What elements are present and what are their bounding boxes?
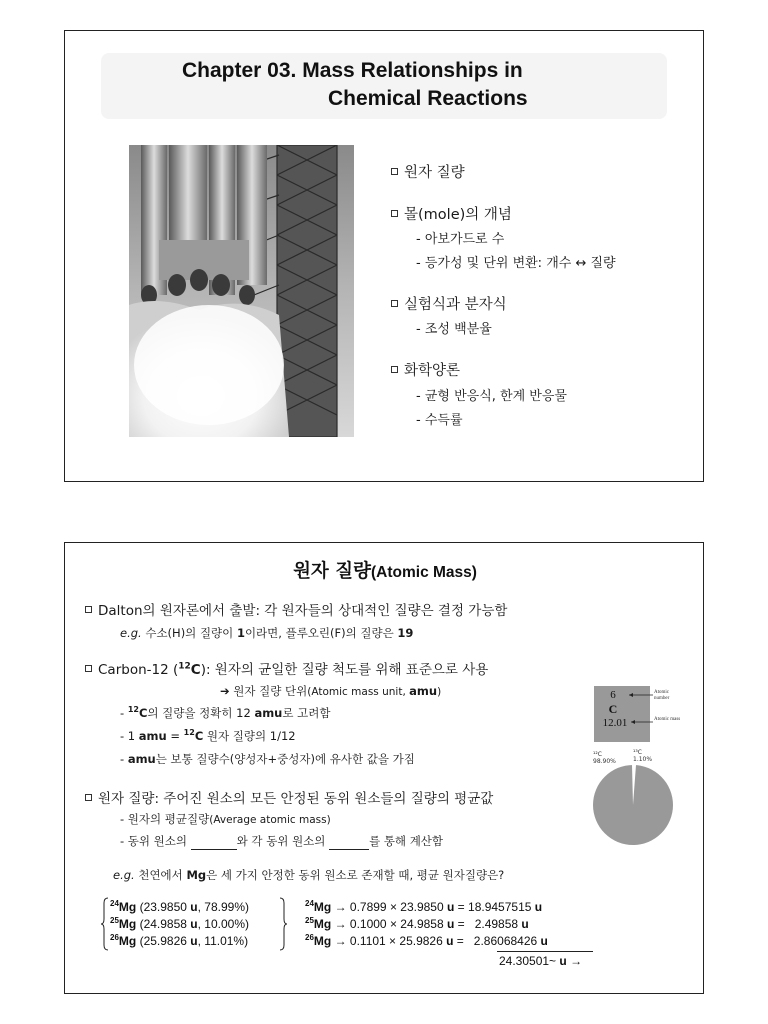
- calc-row: $^{25}$Mg → 0.1000 × 24.9858 u = 2.49858 u: [305, 916, 529, 931]
- bullet-stoichiometry: 화학양론: [391, 359, 460, 380]
- bullet-square-icon: [391, 168, 398, 175]
- bullet-square-icon: [85, 794, 92, 801]
- bullet-mole: 몰(mole)의 개념: [391, 203, 512, 224]
- bullet-square-icon: [391, 300, 398, 307]
- bullet-atomic-mass-average: 원자 질량: 주어진 원소의 모든 안정된 동위 원소들의 질량의 평균값: [85, 787, 493, 807]
- bullet-carbon12: Carbon-12 ($^{12}$C): 원자의 균일한 질량 척도를 위해 표준으로 사용: [85, 658, 488, 678]
- sum-divider: [497, 951, 593, 952]
- sub-avogadro: - 아보가드로 수: [416, 232, 505, 247]
- bullet-square-icon: [391, 366, 398, 373]
- label-atomic-number: Atomic number: [654, 690, 670, 701]
- slide-atomic-mass: [64, 542, 704, 994]
- bullet-square-icon: [85, 606, 92, 613]
- title-line-2: Chemical Reactions: [328, 87, 528, 110]
- total-average-mass: 24.30501~ u →: [499, 954, 583, 968]
- sub-one-amu: - 1 amu = $^{12}$C 원자 질량의 1/12: [120, 728, 296, 743]
- bullet-empirical-formula: 실험식과 분자식: [391, 293, 507, 314]
- blank-mass-field: [191, 835, 237, 850]
- title-line-1: Chapter 03. Mass Relationships in: [182, 59, 523, 82]
- blank-abundance-field: [329, 835, 369, 850]
- label-atomic-mass: Atomic mass: [654, 717, 681, 722]
- isotope-row: $^{24}$Mg (23.9850 u, 78.99%): [110, 899, 249, 914]
- sub-c12-exactly-12: - $^{12}$C의 질량을 정확히 12 amu로 고려함: [120, 705, 331, 720]
- isotope-row: $^{26}$Mg (25.9826 u, 11.01%): [110, 933, 249, 948]
- bullet-atomic-mass: 원자 질량: [391, 161, 465, 182]
- sub-limiting-reactant: - 균형 반응식, 한계 반응물: [416, 389, 567, 404]
- element-pointer-arrows: [625, 689, 655, 729]
- calc-row: $^{26}$Mg → 0.1101 × 25.9826 u = 2.86068426 u: [305, 933, 548, 948]
- sub-percent-composition: - 조성 백분율: [416, 322, 492, 337]
- slide-title: 원자 질량(Atomic Mass): [293, 561, 477, 582]
- isotope-pie-chart: [591, 763, 675, 847]
- rocket-launch-image: [129, 145, 354, 437]
- example-hydrogen-fluorine: e.g. 수소(H)의 질량이 1이라면, 플루오린(F)의 질량은 19: [120, 626, 414, 640]
- isotope-row: $^{25}$Mg (24.9858 u, 10.00%): [110, 916, 249, 931]
- bullet-dalton: Dalton의 원자론에서 출발: 각 원자들의 상대적인 질량은 결정 가능함: [85, 599, 507, 619]
- sub-calculation-method: - 동위 원소의 와 각 동위 원소의 를 통해 계산함: [120, 834, 444, 848]
- bullet-square-icon: [85, 665, 92, 672]
- example-magnesium: e.g. 천연에서 Mg은 세 가지 안정한 동위 원소로 존재할 때, 평균 원자질량은?: [113, 868, 505, 882]
- atomic-number: 6: [610, 689, 616, 701]
- sub-average-atomic-mass: - 원자의 평균질량(Average atomic mass): [120, 812, 331, 826]
- pie-label-c13: ¹³C 1.10%: [633, 749, 653, 763]
- atomic-mass-value: 12.01: [602, 717, 628, 729]
- bullet-square-icon: [391, 210, 398, 217]
- right-brace-icon: [279, 897, 287, 951]
- element-symbol: C: [608, 702, 618, 716]
- slide-chapter-title: [64, 30, 704, 482]
- left-brace-icon: [101, 897, 109, 951]
- sub-yield: - 수득률: [416, 413, 463, 428]
- sub-unit-conversion: - 등가성 및 단위 변환: 개수 ↔ 질량: [416, 256, 616, 271]
- amu-definition-arrow: ➔ 원자 질량 단위(Atomic mass unit, amu): [220, 684, 442, 698]
- pie-label-c12: ¹²C 98.90%: [593, 751, 616, 765]
- sub-amu-mass-number: - amu는 보통 질량수(양성자+중성자)에 유사한 값을 가짐: [120, 752, 415, 766]
- calc-row: $^{24}$Mg → 0.7899 × 23.9850 u = 18.9457515 u: [305, 899, 543, 914]
